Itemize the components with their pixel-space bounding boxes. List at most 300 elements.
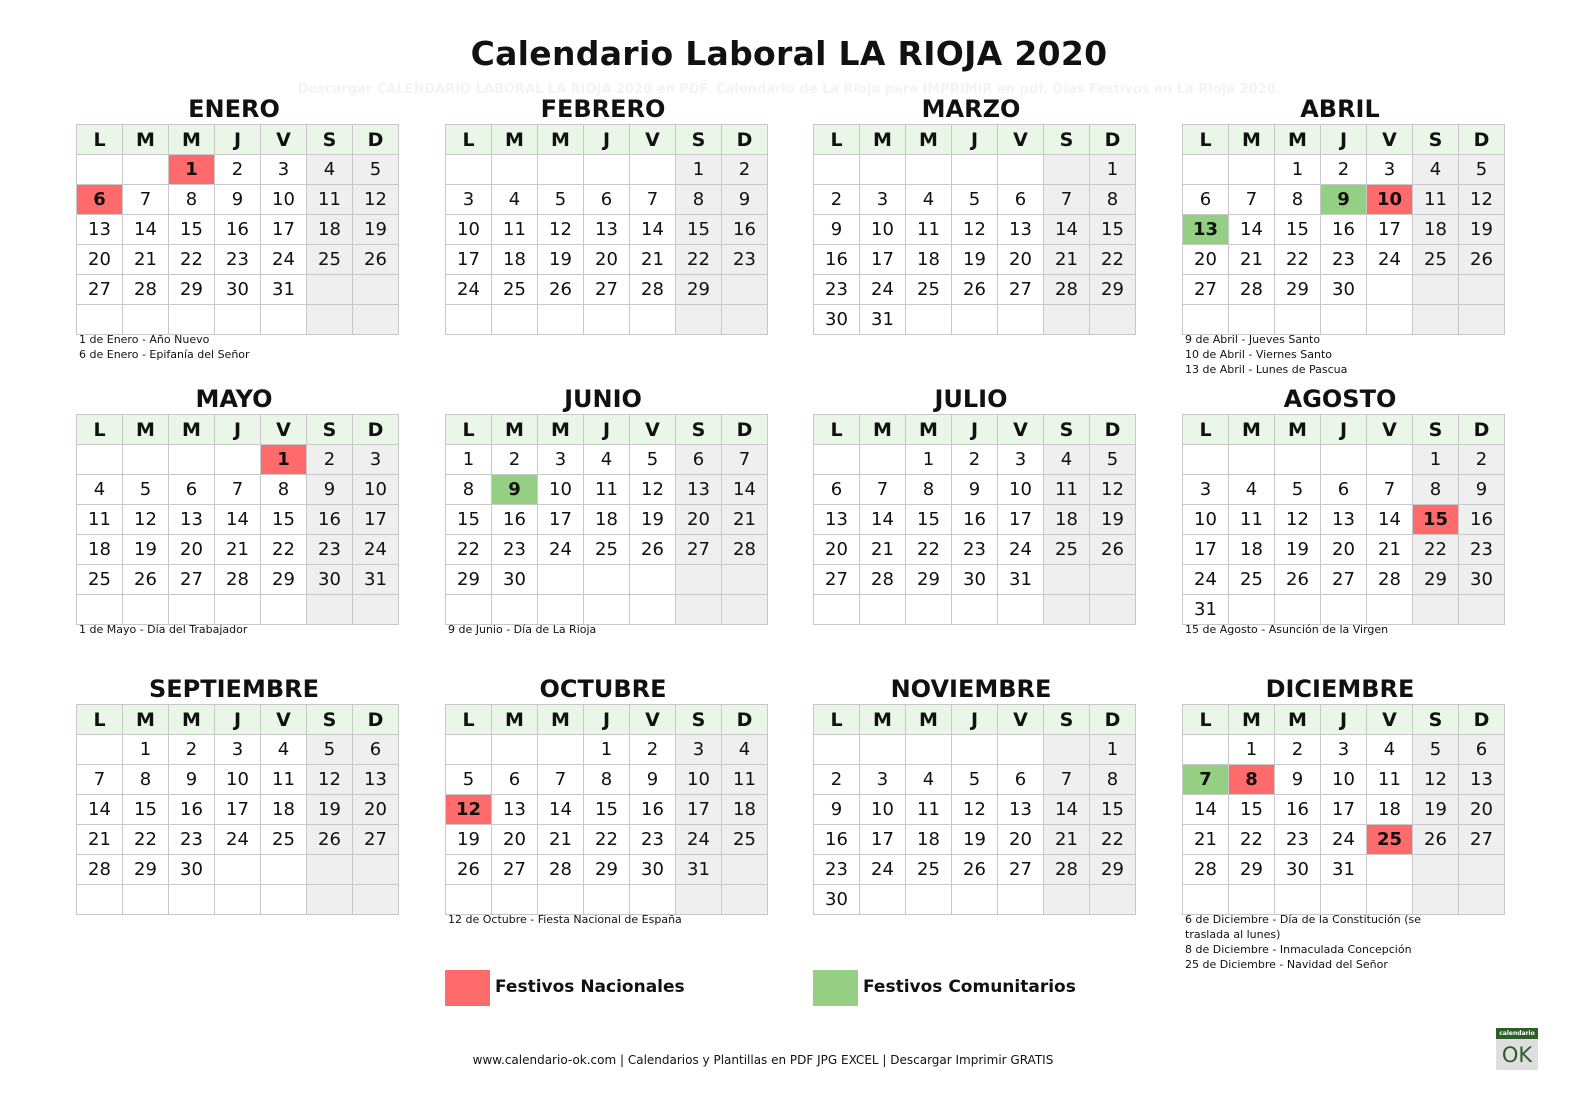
day-cell: 7 bbox=[123, 185, 169, 215]
day-cell: 15 bbox=[446, 505, 492, 535]
holiday-nacional-cell: 6 bbox=[77, 185, 123, 215]
empty-cell bbox=[1367, 855, 1413, 885]
weekday-header: M bbox=[492, 415, 538, 445]
weekday-header: J bbox=[1321, 125, 1367, 155]
month-name: ENERO bbox=[188, 95, 280, 123]
week-row bbox=[814, 215, 1136, 245]
weekday-header: M bbox=[860, 705, 906, 735]
day-cell: 21 bbox=[1229, 245, 1275, 275]
day-cell: 26 bbox=[952, 275, 998, 305]
day-cell: 12 bbox=[538, 215, 584, 245]
day-cell: 18 bbox=[492, 245, 538, 275]
empty-cell bbox=[123, 445, 169, 475]
empty-cell bbox=[77, 595, 123, 625]
day-cell: 15 bbox=[169, 215, 215, 245]
holiday-note: 10 de Abril - Viernes Santo bbox=[1185, 348, 1332, 361]
day-cell: 23 bbox=[630, 825, 676, 855]
day-cell: 20 bbox=[492, 825, 538, 855]
empty-cell bbox=[123, 595, 169, 625]
day-cell: 7 bbox=[215, 475, 261, 505]
month-table bbox=[1182, 414, 1505, 625]
day-cell: 31 bbox=[1183, 595, 1229, 625]
weekday-header: S bbox=[676, 415, 722, 445]
day-cell: 30 bbox=[814, 885, 860, 915]
month-diciembre bbox=[1182, 675, 1498, 971]
empty-cell bbox=[446, 735, 492, 765]
day-cell: 5 bbox=[446, 765, 492, 795]
weekday-header: L bbox=[446, 705, 492, 735]
day-cell: 12 bbox=[630, 475, 676, 505]
empty-cell bbox=[906, 735, 952, 765]
day-cell: 26 bbox=[353, 245, 399, 275]
weekday-header: D bbox=[722, 705, 768, 735]
day-cell: 4 bbox=[492, 185, 538, 215]
day-cell: 26 bbox=[123, 565, 169, 595]
day-cell: 16 bbox=[1321, 215, 1367, 245]
day-cell: 18 bbox=[307, 215, 353, 245]
month-abril bbox=[1182, 95, 1498, 376]
day-cell: 28 bbox=[1183, 855, 1229, 885]
empty-cell bbox=[77, 155, 123, 185]
week-row bbox=[814, 305, 1136, 335]
week-row bbox=[77, 885, 399, 915]
empty-cell bbox=[261, 595, 307, 625]
weekday-header: J bbox=[952, 125, 998, 155]
empty-cell bbox=[630, 155, 676, 185]
empty-cell bbox=[814, 735, 860, 765]
day-cell: 23 bbox=[307, 535, 353, 565]
day-cell: 23 bbox=[1459, 535, 1505, 565]
weekday-header: S bbox=[1044, 125, 1090, 155]
empty-cell bbox=[492, 155, 538, 185]
week-row bbox=[446, 795, 768, 825]
day-cell: 4 bbox=[307, 155, 353, 185]
day-cell: 21 bbox=[630, 245, 676, 275]
day-cell: 21 bbox=[1367, 535, 1413, 565]
week-row bbox=[814, 735, 1136, 765]
weekday-header: M bbox=[169, 415, 215, 445]
empty-cell bbox=[1459, 885, 1505, 915]
empty-cell bbox=[722, 275, 768, 305]
day-cell: 25 bbox=[261, 825, 307, 855]
weekday-header: L bbox=[446, 125, 492, 155]
day-cell: 16 bbox=[814, 825, 860, 855]
week-row bbox=[814, 565, 1136, 595]
day-cell: 22 bbox=[1090, 245, 1136, 275]
day-cell: 2 bbox=[814, 185, 860, 215]
week-row bbox=[77, 505, 399, 535]
calendario-ok-logo bbox=[1496, 1028, 1538, 1070]
day-cell: 20 bbox=[814, 535, 860, 565]
day-cell: 6 bbox=[814, 475, 860, 505]
day-cell: 21 bbox=[1044, 825, 1090, 855]
day-cell: 17 bbox=[538, 505, 584, 535]
day-cell: 29 bbox=[1090, 855, 1136, 885]
month-table bbox=[445, 414, 768, 625]
week-row bbox=[1183, 565, 1505, 595]
empty-cell bbox=[676, 305, 722, 335]
month-junio bbox=[445, 385, 761, 636]
day-cell: 4 bbox=[584, 445, 630, 475]
day-cell: 14 bbox=[1367, 505, 1413, 535]
empty-cell bbox=[1275, 305, 1321, 335]
month-table bbox=[813, 124, 1136, 335]
month-name: AGOSTO bbox=[1283, 385, 1397, 413]
weekday-header: D bbox=[722, 125, 768, 155]
day-cell: 29 bbox=[446, 565, 492, 595]
day-cell: 28 bbox=[1367, 565, 1413, 595]
day-cell: 3 bbox=[860, 185, 906, 215]
day-cell: 28 bbox=[1044, 275, 1090, 305]
day-cell: 13 bbox=[1459, 765, 1505, 795]
day-cell: 31 bbox=[676, 855, 722, 885]
empty-cell bbox=[169, 445, 215, 475]
empty-cell bbox=[307, 305, 353, 335]
day-cell: 26 bbox=[1090, 535, 1136, 565]
empty-cell bbox=[123, 155, 169, 185]
day-cell: 21 bbox=[123, 245, 169, 275]
empty-cell bbox=[538, 595, 584, 625]
day-cell: 8 bbox=[261, 475, 307, 505]
holiday-nacional-cell: 15 bbox=[1413, 505, 1459, 535]
day-cell: 4 bbox=[261, 735, 307, 765]
legend-nacional-label: Festivos Nacionales bbox=[495, 977, 685, 997]
day-cell: 21 bbox=[1183, 825, 1229, 855]
day-cell: 8 bbox=[1413, 475, 1459, 505]
legend-comunitario-label: Festivos Comunitarios bbox=[863, 977, 1076, 997]
day-cell: 31 bbox=[998, 565, 1044, 595]
day-cell: 7 bbox=[1229, 185, 1275, 215]
week-row bbox=[446, 245, 768, 275]
day-cell: 6 bbox=[1459, 735, 1505, 765]
empty-cell bbox=[446, 595, 492, 625]
day-cell: 23 bbox=[814, 855, 860, 885]
week-row bbox=[814, 185, 1136, 215]
month-name: DICIEMBRE bbox=[1265, 675, 1415, 703]
empty-cell bbox=[584, 595, 630, 625]
month-table bbox=[813, 414, 1136, 625]
week-row bbox=[446, 215, 768, 245]
week-row bbox=[77, 735, 399, 765]
empty-cell bbox=[353, 855, 399, 885]
weekday-header: D bbox=[1459, 125, 1505, 155]
day-cell: 4 bbox=[1367, 735, 1413, 765]
empty-cell bbox=[906, 885, 952, 915]
weekday-header: J bbox=[952, 415, 998, 445]
day-cell: 10 bbox=[998, 475, 1044, 505]
day-cell: 19 bbox=[538, 245, 584, 275]
day-cell: 20 bbox=[353, 795, 399, 825]
empty-cell bbox=[215, 855, 261, 885]
day-cell: 10 bbox=[1183, 505, 1229, 535]
day-cell: 14 bbox=[123, 215, 169, 245]
day-cell: 10 bbox=[261, 185, 307, 215]
day-cell: 25 bbox=[906, 855, 952, 885]
empty-cell bbox=[1229, 595, 1275, 625]
day-cell: 27 bbox=[77, 275, 123, 305]
day-cell: 14 bbox=[1044, 795, 1090, 825]
day-cell: 5 bbox=[630, 445, 676, 475]
empty-cell bbox=[353, 275, 399, 305]
day-cell: 25 bbox=[492, 275, 538, 305]
empty-cell bbox=[261, 305, 307, 335]
week-row bbox=[446, 855, 768, 885]
day-cell: 18 bbox=[584, 505, 630, 535]
day-cell: 30 bbox=[492, 565, 538, 595]
empty-cell bbox=[722, 305, 768, 335]
week-row bbox=[1183, 305, 1505, 335]
weekday-header: L bbox=[1183, 415, 1229, 445]
day-cell: 15 bbox=[261, 505, 307, 535]
day-cell: 14 bbox=[1044, 215, 1090, 245]
day-cell: 16 bbox=[1459, 505, 1505, 535]
day-cell: 10 bbox=[860, 795, 906, 825]
weekday-header: L bbox=[77, 125, 123, 155]
month-agosto bbox=[1182, 385, 1498, 636]
month-name: OCTUBRE bbox=[539, 675, 667, 703]
empty-cell bbox=[1229, 445, 1275, 475]
empty-cell bbox=[1321, 305, 1367, 335]
month-table bbox=[1182, 704, 1505, 915]
day-cell: 18 bbox=[722, 795, 768, 825]
day-cell: 5 bbox=[1275, 475, 1321, 505]
week-row bbox=[77, 565, 399, 595]
day-cell: 17 bbox=[353, 505, 399, 535]
empty-cell bbox=[630, 885, 676, 915]
holiday-nacional-cell: 12 bbox=[446, 795, 492, 825]
holiday-notes bbox=[1185, 332, 1445, 377]
empty-cell bbox=[1459, 595, 1505, 625]
empty-cell bbox=[307, 275, 353, 305]
weekday-header: M bbox=[1275, 705, 1321, 735]
week-row bbox=[1183, 765, 1505, 795]
day-cell: 9 bbox=[1275, 765, 1321, 795]
day-cell: 23 bbox=[1321, 245, 1367, 275]
empty-cell bbox=[860, 735, 906, 765]
weekday-header: J bbox=[952, 705, 998, 735]
empty-cell bbox=[261, 885, 307, 915]
week-row bbox=[77, 155, 399, 185]
day-cell: 3 bbox=[538, 445, 584, 475]
empty-cell bbox=[1090, 595, 1136, 625]
week-row bbox=[446, 275, 768, 305]
empty-cell bbox=[215, 445, 261, 475]
day-cell: 20 bbox=[998, 825, 1044, 855]
week-row bbox=[77, 795, 399, 825]
weekday-header: D bbox=[1090, 415, 1136, 445]
day-cell: 21 bbox=[860, 535, 906, 565]
day-cell: 31 bbox=[353, 565, 399, 595]
day-cell: 1 bbox=[1090, 155, 1136, 185]
day-cell: 22 bbox=[261, 535, 307, 565]
empty-cell bbox=[353, 595, 399, 625]
day-cell: 13 bbox=[169, 505, 215, 535]
holiday-note: 6 de Diciembre - Día de la Constitución (se traslada al lunes) bbox=[1185, 913, 1422, 941]
week-row bbox=[814, 445, 1136, 475]
day-cell: 8 bbox=[676, 185, 722, 215]
day-cell: 17 bbox=[1321, 795, 1367, 825]
day-cell: 7 bbox=[1367, 475, 1413, 505]
day-cell: 26 bbox=[307, 825, 353, 855]
holiday-notes bbox=[1185, 622, 1445, 637]
day-cell: 23 bbox=[722, 245, 768, 275]
week-row bbox=[814, 855, 1136, 885]
day-cell: 30 bbox=[630, 855, 676, 885]
empty-cell bbox=[1321, 595, 1367, 625]
weekday-header: J bbox=[215, 125, 261, 155]
empty-cell bbox=[952, 735, 998, 765]
empty-cell bbox=[584, 155, 630, 185]
weekday-header: V bbox=[1367, 415, 1413, 445]
day-cell: 10 bbox=[1321, 765, 1367, 795]
day-cell: 7 bbox=[630, 185, 676, 215]
day-cell: 24 bbox=[353, 535, 399, 565]
day-cell: 20 bbox=[1459, 795, 1505, 825]
empty-cell bbox=[722, 565, 768, 595]
week-row bbox=[77, 765, 399, 795]
day-cell: 29 bbox=[261, 565, 307, 595]
day-cell: 11 bbox=[906, 795, 952, 825]
holiday-nacional-cell: 1 bbox=[169, 155, 215, 185]
empty-cell bbox=[307, 595, 353, 625]
weekday-header: D bbox=[353, 125, 399, 155]
empty-cell bbox=[1367, 445, 1413, 475]
empty-cell bbox=[860, 155, 906, 185]
empty-cell bbox=[215, 305, 261, 335]
empty-cell bbox=[998, 305, 1044, 335]
day-cell: 11 bbox=[307, 185, 353, 215]
day-cell: 15 bbox=[1275, 215, 1321, 245]
day-cell: 19 bbox=[446, 825, 492, 855]
weekday-header: S bbox=[1044, 705, 1090, 735]
empty-cell bbox=[446, 885, 492, 915]
day-cell: 29 bbox=[676, 275, 722, 305]
empty-cell bbox=[1367, 305, 1413, 335]
day-cell: 8 bbox=[1090, 765, 1136, 795]
day-cell: 20 bbox=[169, 535, 215, 565]
day-cell: 12 bbox=[952, 215, 998, 245]
footer-text[interactable]: www.calendario-ok.com | Calendarios y Plantillas en PDF JPG EXCEL | Descargar Imprimir GRATIS bbox=[472, 1053, 1054, 1067]
day-cell: 14 bbox=[1183, 795, 1229, 825]
day-cell: 27 bbox=[1459, 825, 1505, 855]
holiday-notes bbox=[79, 332, 339, 362]
day-cell: 16 bbox=[1275, 795, 1321, 825]
empty-cell bbox=[446, 305, 492, 335]
empty-cell bbox=[952, 155, 998, 185]
day-cell: 9 bbox=[952, 475, 998, 505]
day-cell: 9 bbox=[814, 215, 860, 245]
day-cell: 11 bbox=[492, 215, 538, 245]
empty-cell bbox=[584, 565, 630, 595]
empty-cell bbox=[1413, 855, 1459, 885]
empty-cell bbox=[492, 735, 538, 765]
week-row bbox=[1183, 185, 1505, 215]
month-name: ABRIL bbox=[1300, 95, 1380, 123]
day-cell: 14 bbox=[215, 505, 261, 535]
week-row bbox=[814, 245, 1136, 275]
empty-cell bbox=[492, 595, 538, 625]
weekday-header: M bbox=[538, 415, 584, 445]
day-cell: 7 bbox=[1044, 765, 1090, 795]
week-row bbox=[814, 795, 1136, 825]
empty-cell bbox=[998, 595, 1044, 625]
day-cell: 23 bbox=[215, 245, 261, 275]
day-cell: 7 bbox=[77, 765, 123, 795]
day-cell: 20 bbox=[1183, 245, 1229, 275]
week-row bbox=[446, 595, 768, 625]
day-cell: 22 bbox=[1229, 825, 1275, 855]
day-cell: 22 bbox=[169, 245, 215, 275]
weekday-header: M bbox=[123, 125, 169, 155]
week-row bbox=[77, 595, 399, 625]
empty-cell bbox=[814, 155, 860, 185]
month-name: NOVIEMBRE bbox=[890, 675, 1052, 703]
empty-cell bbox=[77, 735, 123, 765]
day-cell: 6 bbox=[676, 445, 722, 475]
day-cell: 7 bbox=[860, 475, 906, 505]
day-cell: 20 bbox=[1321, 535, 1367, 565]
weekday-header: L bbox=[814, 125, 860, 155]
day-cell: 21 bbox=[722, 505, 768, 535]
empty-cell bbox=[1183, 155, 1229, 185]
day-cell: 11 bbox=[77, 505, 123, 535]
day-cell: 2 bbox=[169, 735, 215, 765]
empty-cell bbox=[722, 855, 768, 885]
day-cell: 26 bbox=[952, 855, 998, 885]
day-cell: 18 bbox=[906, 245, 952, 275]
day-cell: 17 bbox=[860, 825, 906, 855]
weekday-header: L bbox=[1183, 125, 1229, 155]
day-cell: 6 bbox=[353, 735, 399, 765]
empty-cell bbox=[307, 885, 353, 915]
weekday-header: M bbox=[860, 125, 906, 155]
weekday-header: D bbox=[353, 415, 399, 445]
week-row bbox=[1183, 535, 1505, 565]
day-cell: 4 bbox=[1229, 475, 1275, 505]
day-cell: 26 bbox=[1275, 565, 1321, 595]
day-cell: 28 bbox=[538, 855, 584, 885]
week-row bbox=[1183, 475, 1505, 505]
day-cell: 30 bbox=[1275, 855, 1321, 885]
empty-cell bbox=[1044, 565, 1090, 595]
day-cell: 3 bbox=[1367, 155, 1413, 185]
weekday-header: J bbox=[584, 705, 630, 735]
weekday-header: M bbox=[1229, 415, 1275, 445]
empty-cell bbox=[261, 855, 307, 885]
day-cell: 9 bbox=[169, 765, 215, 795]
day-cell: 22 bbox=[1275, 245, 1321, 275]
weekday-header: D bbox=[1090, 125, 1136, 155]
day-cell: 1 bbox=[123, 735, 169, 765]
day-cell: 17 bbox=[1183, 535, 1229, 565]
day-cell: 27 bbox=[998, 275, 1044, 305]
empty-cell bbox=[1044, 885, 1090, 915]
weekday-header: J bbox=[584, 415, 630, 445]
week-row bbox=[77, 855, 399, 885]
day-cell: 13 bbox=[492, 795, 538, 825]
holiday-note: 9 de Abril - Jueves Santo bbox=[1185, 333, 1321, 346]
week-row bbox=[446, 185, 768, 215]
day-cell: 5 bbox=[952, 765, 998, 795]
week-row bbox=[446, 565, 768, 595]
day-cell: 28 bbox=[630, 275, 676, 305]
week-row bbox=[446, 735, 768, 765]
day-cell: 22 bbox=[1413, 535, 1459, 565]
weekday-header: S bbox=[307, 415, 353, 445]
empty-cell bbox=[77, 305, 123, 335]
empty-cell bbox=[1044, 305, 1090, 335]
holiday-note: 1 de Mayo - Día del Trabajador bbox=[79, 623, 248, 636]
